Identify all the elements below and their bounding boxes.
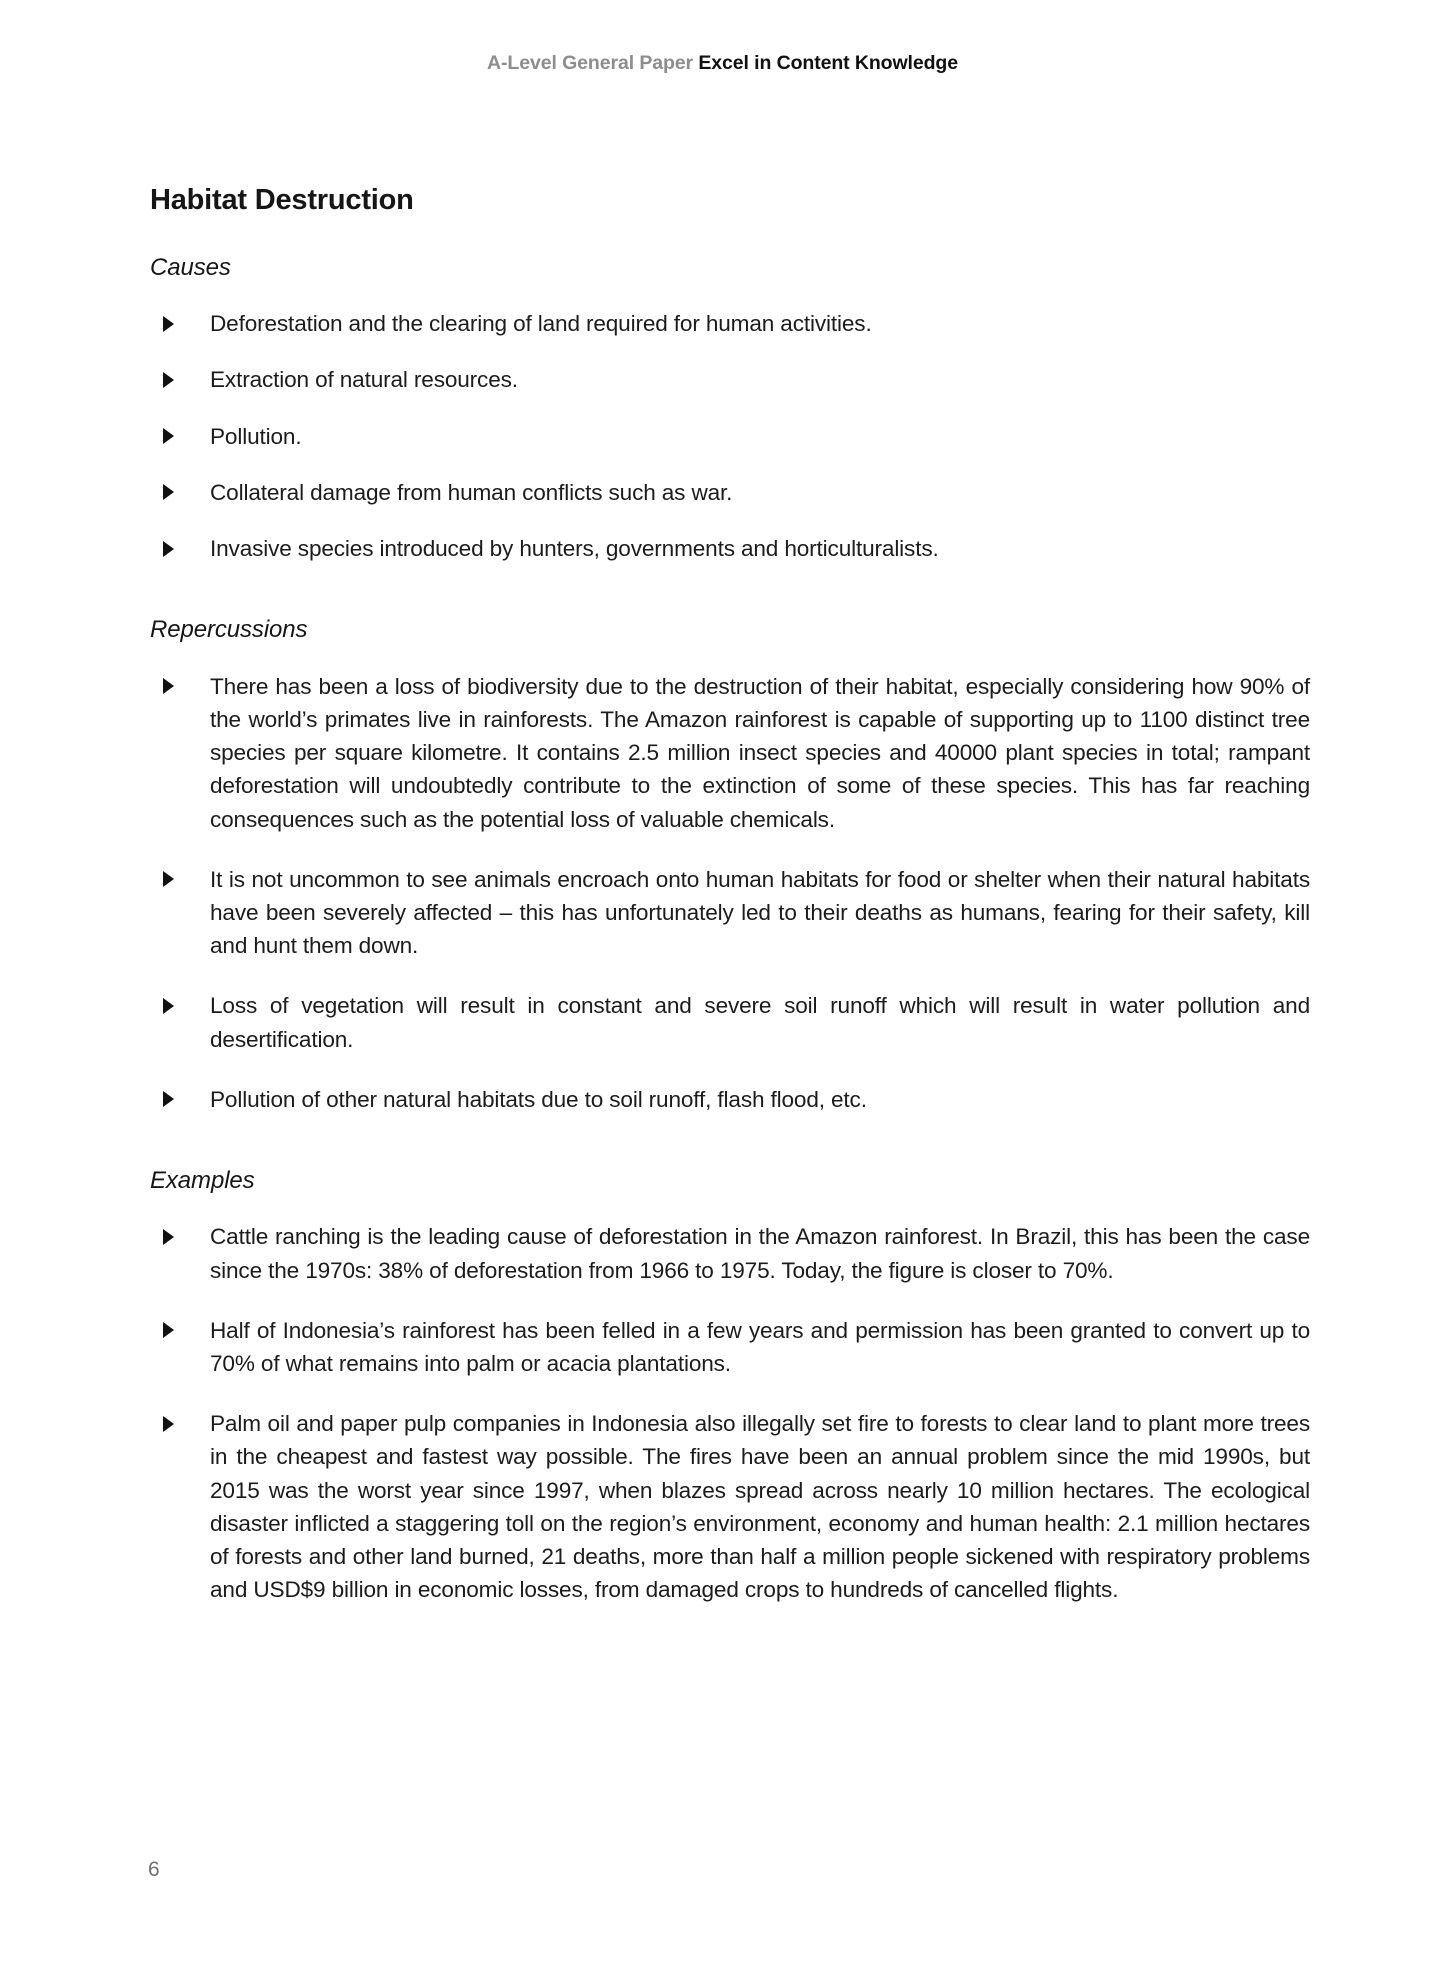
bullet-list-examples bbox=[150, 1220, 1310, 1606]
triangle-bullet-icon bbox=[163, 541, 174, 557]
running-header-right: Excel in Content Knowledge bbox=[698, 52, 958, 74]
list-item-text: Deforestation and the clearing of land required for human activities. bbox=[210, 311, 872, 337]
list-item bbox=[150, 476, 1310, 509]
section-repercussions bbox=[150, 617, 1310, 1116]
triangle-bullet-icon bbox=[163, 678, 174, 694]
list-item-text: Pollution. bbox=[210, 423, 302, 449]
list-item-text: Cattle ranching is the leading cause of deforestation in the Amazon rainforest. In Brazil, this has been the case since the 1970s: 38% of deforestation from 1966 to 1975. Today, the figure is closer to 70%. bbox=[210, 1224, 1310, 1283]
section-causes bbox=[150, 255, 1310, 565]
triangle-bullet-icon bbox=[163, 428, 174, 444]
list-item bbox=[150, 307, 1310, 340]
list-item-text: Extraction of natural resources. bbox=[210, 367, 518, 393]
triangle-bullet-icon bbox=[163, 1091, 174, 1107]
bullet-list-repercussions bbox=[150, 670, 1310, 1116]
list-item-text: Loss of vegetation will result in constant and severe soil runoff which will result in water pollution and desertification. bbox=[210, 993, 1310, 1052]
triangle-bullet-icon bbox=[163, 484, 174, 500]
triangle-bullet-icon bbox=[163, 1322, 174, 1338]
triangle-bullet-icon bbox=[163, 871, 174, 887]
list-item bbox=[150, 863, 1310, 963]
page-title: Habitat Destruction bbox=[150, 184, 414, 216]
triangle-bullet-icon bbox=[163, 372, 174, 388]
list-item bbox=[150, 1314, 1310, 1380]
list-item-text: Palm oil and paper pulp companies in Indonesia also illegally set fire to forests to clear land to plant more trees in the cheapest and fastest way possible. The fires have been an annual problem since the mid 1990s, but 2015 was the worst year since 1997, when blazes spread across nearly 10 million hectares. The ecological disaster inflicted a staggering toll on the region’s environment, economy and human health: 2.1 million hectares of forests and other land burned, 21 deaths, more than half a million people sickened with respiratory problems and USD$9 billion in economic losses, from damaged crops to hundreds of cancelled flights. bbox=[210, 1411, 1310, 1603]
list-item-text: Pollution of other natural habitats due to soil runoff, flash flood, etc. bbox=[210, 1086, 867, 1112]
section-heading-causes: Causes bbox=[150, 253, 231, 281]
running-header-left: A-Level General Paper bbox=[487, 52, 694, 74]
list-item bbox=[150, 1083, 1310, 1116]
bullet-list-causes bbox=[150, 307, 1310, 565]
page-number: 6 bbox=[148, 1858, 160, 1881]
list-item bbox=[150, 670, 1310, 836]
list-item bbox=[150, 532, 1310, 565]
list-item-text: Half of Indonesia’s rainforest has been felled in a few years and permission has been granted to convert up to 70% of what remains into palm or acacia plantations. bbox=[210, 1317, 1310, 1376]
list-item bbox=[150, 1407, 1310, 1606]
triangle-bullet-icon bbox=[163, 316, 174, 332]
list-item-text: It is not uncommon to see animals encroach onto human habitats for food or shelter when their natural habitats have been severely affected – this has unfortunately led to their deaths as humans, fearing for their safety, kill and hunt them down. bbox=[210, 866, 1310, 959]
section-heading-examples: Examples bbox=[150, 1166, 255, 1194]
list-item bbox=[150, 363, 1310, 396]
running-header bbox=[0, 52, 1445, 75]
document-content bbox=[150, 185, 1310, 1606]
section-heading-repercussions: Repercussions bbox=[150, 616, 308, 644]
list-item-text: There has been a loss of biodiversity due to the destruction of their habitat, especially considering how 90% of the world’s primates live in rainforests. The Amazon rainforest is capable of supporting up to 1100 distinct tree species per square kilometre. It contains 2.5 million insect species and 40000 plant species in total; rampant deforestation will undoubtedly contribute to the extinction of some of these species. This has far reaching consequences such as the potential loss of valuable chemicals. bbox=[210, 673, 1310, 832]
triangle-bullet-icon bbox=[163, 1416, 174, 1432]
section-examples bbox=[150, 1168, 1310, 1606]
list-item-text: Invasive species introduced by hunters, governments and horticulturalists. bbox=[210, 536, 939, 562]
list-item-text: Collateral damage from human conflicts such as war. bbox=[210, 479, 733, 505]
list-item bbox=[150, 1220, 1310, 1286]
list-item bbox=[150, 420, 1310, 453]
triangle-bullet-icon bbox=[163, 1229, 174, 1245]
list-item bbox=[150, 989, 1310, 1055]
triangle-bullet-icon bbox=[163, 998, 174, 1014]
